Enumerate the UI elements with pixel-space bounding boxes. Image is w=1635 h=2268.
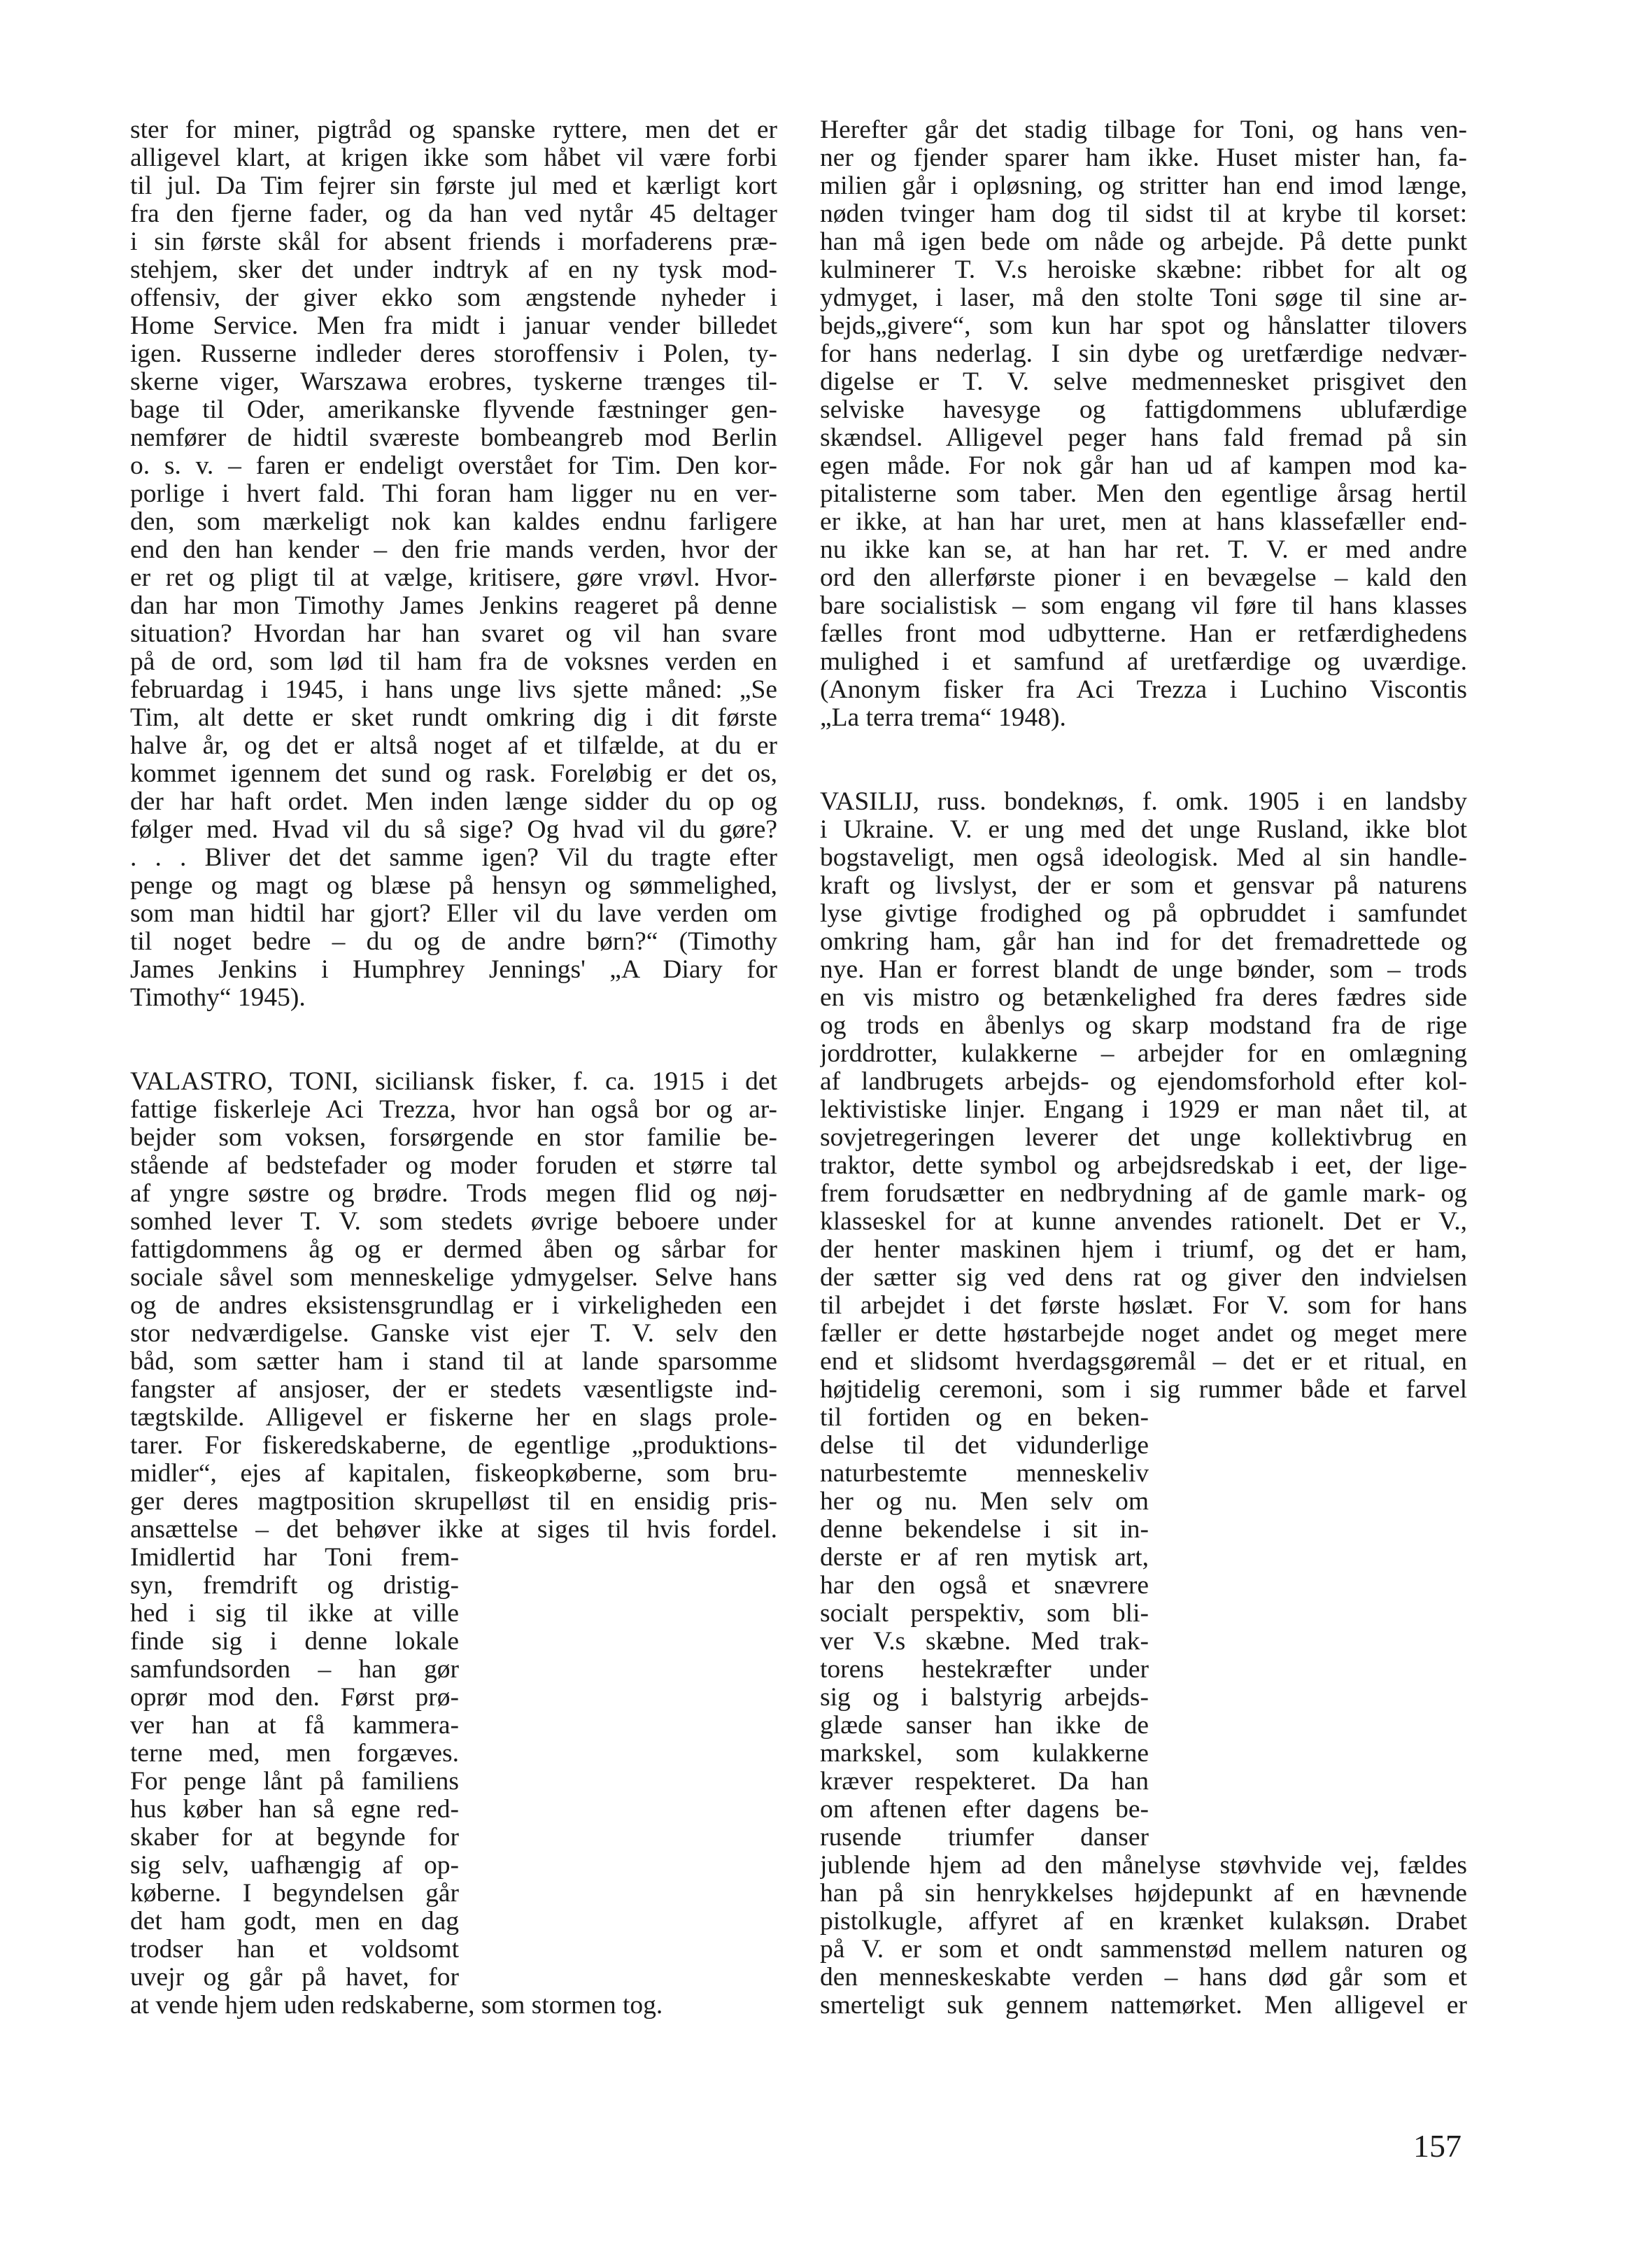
text-line: af landbrugets arbejds- og ejendomsforhold efter kol- (820, 1068, 1467, 1096)
text-line: jorddrotter, kulakkerne – arbejder for en omlægning (820, 1040, 1467, 1068)
text-line: en vis mistro og betænkelighed fra deres fædres side (820, 984, 1467, 1012)
text-line: somhed lever T. V. som stedets øvrige beboere under (130, 1208, 777, 1236)
text-line: end den han kender – den frie mands verden, hvor der (130, 536, 777, 564)
text-line: rusende triumfer danser (820, 1824, 1149, 1852)
text-line: fra den fjerne fader, og da han ved nytår 45 deltager (130, 200, 777, 228)
entry-valastro-narrow-block (130, 1544, 777, 1992)
text-line: Imidlertid har Toni frem- (130, 1544, 459, 1572)
left-column (130, 116, 777, 2020)
text-line: fattigdommens åg og er dermed åben og sårbar for (130, 1236, 777, 1264)
text-line: fæller er dette høstarbejde noget andet og meget mere (820, 1320, 1467, 1348)
entry-timothy-continuation (130, 116, 777, 1012)
text-line: der sætter sig ved dens rat og giver den indvielsen (820, 1264, 1467, 1292)
text-line: bejder som voksen, forsørgende en stor familie be- (130, 1124, 777, 1152)
text-line: stehjem, sker det under indtryk af en ny tysk mod- (130, 256, 777, 284)
text-line: pistolkugle, affyret af en krænket kulaksøn. Drabet (820, 1908, 1467, 1936)
text-line: at vende hjem uden redskaberne, som stormen tog. (130, 1992, 663, 2020)
text-line: skændsel. Alligevel peger hans fald fremad på sin (820, 424, 1467, 452)
text-line: egen måde. For nok går han ud af kampen mod ka- (820, 452, 1467, 480)
text-line: bejds„givere“, som kun har spot og hånslatter tilovers (820, 312, 1467, 340)
text-line: af yngre søstre og brødre. Trods megen flid og nøj- (130, 1180, 777, 1208)
text-line: tarer. For fiskeredskaberne, de egentlige „produktions- (130, 1432, 777, 1460)
text-line: hed i sig til ikke at ville (130, 1600, 459, 1628)
text-line: er ikke, at han har uret, men at hans klassefæller end- (820, 508, 1467, 536)
text-line: ner og fjender sparer ham ikke. Huset mister han, fa- (820, 144, 1467, 172)
text-line: midler“, ejes af kapitalen, fiskeopkøberne, som bru- (130, 1460, 777, 1488)
text-line: nye. Han er forrest blandt de unge bønder, som – trods (820, 956, 1467, 984)
text-line: VASILIJ, russ. bondeknøs, f. omk. 1905 i en landsby (820, 788, 1467, 816)
text-line: finde sig i denne lokale (130, 1628, 459, 1656)
text-line: hus køber han så egne red- (130, 1796, 459, 1824)
text-line: offensiv, der giver ekko som ængstende nyheder i (130, 284, 777, 312)
text-line: ansættelse – det behøver ikke at siges til hvis fordel. (130, 1516, 777, 1544)
text-line: mulighed i et samfund af uretfærdige og uværdige. (820, 648, 1467, 676)
text-line: på de ord, som lød til ham fra de voksnes verden en (130, 648, 777, 676)
text-line: o. s. v. – faren er endeligt overstået for Tim. Den kor- (130, 452, 777, 480)
text-line: sovjetregeringen leverer det unge kollektivbrug en (820, 1124, 1467, 1152)
text-line: denne bekendelse i sit in- (820, 1516, 1149, 1544)
text-line: digelse er T. V. selve medmennesket prisgivet den (820, 368, 1467, 396)
text-line: halve år, og det er altså noget af et tilfælde, at du er (130, 732, 777, 760)
text-line: fælles front mod udbytterne. Han er retfærdighedens (820, 620, 1467, 648)
entry-vasilij-narrow-block (820, 1404, 1467, 1852)
text-line: til arbejdet i det første høslæt. For V. som for hans (820, 1292, 1467, 1320)
text-line: ord den allerførste pioner i en bevægelse – kald den (820, 564, 1467, 592)
text-line: Timothy“ 1945). (130, 984, 306, 1012)
text-line: ver han at få kammera- (130, 1712, 459, 1740)
text-line: situation? Hvordan har han svaret og vil han svare (130, 620, 777, 648)
text-line: oprør mod den. Først prø- (130, 1684, 459, 1712)
text-line: det ham godt, men en dag (130, 1908, 459, 1936)
text-line: milien går i opløsning, og stritter han end imod længe, (820, 172, 1467, 200)
text-line: . . . Bliver det det samme igen? Vil du tragte efter (130, 844, 777, 872)
text-line: VALASTRO, TONI, siciliansk fisker, f. ca. 1915 i det (130, 1068, 777, 1096)
text-line: porlige i hvert fald. Thi foran ham ligger nu en ver- (130, 480, 777, 508)
text-line: han på sin henrykkelses højdepunkt af en hævnende (820, 1880, 1467, 1908)
text-line: nu ikke kan se, at han har ret. T. V. er med andre (820, 536, 1467, 564)
text-line: kræver respekteret. Da han (820, 1768, 1149, 1796)
text-line: nøden tvinger ham dog til sidst til at krybe til korset: (820, 200, 1467, 228)
text-line: frem forudsætter en nedbrydning af de gamle mark- og (820, 1180, 1467, 1208)
text-line: og de andres eksistensgrundlag er i virkeligheden een (130, 1292, 777, 1320)
text-line: til fortiden og en beken- (820, 1404, 1149, 1432)
text-line: sig og i balstyrig arbejds- (820, 1684, 1149, 1712)
text-line: den menneskeskabte verden – hans død går som et (820, 1964, 1467, 1992)
text-line: køberne. I begyndelsen går (130, 1880, 459, 1908)
text-line: ver V.s skæbne. Med trak- (820, 1628, 1149, 1656)
text-line: glæde sanser han ikke de (820, 1712, 1149, 1740)
text-line: samfundsorden – han gør (130, 1656, 459, 1684)
text-line: naturbestemte menneskeliv (820, 1460, 1149, 1488)
text-line: og trods en åbenlys og skarp modstand fra de rige (820, 1012, 1467, 1040)
text-line: derste er af ren mytisk art, (820, 1544, 1149, 1572)
text-line: stående af bedstefader og moder foruden et større tal (130, 1152, 777, 1180)
text-line: der henter maskinen hjem i triumf, og det er ham, (820, 1236, 1467, 1264)
text-line: på V. er som et ondt sammenstød mellem naturen og (820, 1936, 1467, 1964)
text-line: syn, fremdrift og dristig- (130, 1572, 459, 1600)
text-line: bare socialistisk – som engang vil føre til hans klasses (820, 592, 1467, 620)
text-line: uvejr og går på havet, for (130, 1964, 459, 1992)
text-line: kraft og livslyst, der er som et gensvar på naturens (820, 872, 1467, 900)
text-line: Herefter går det stadig tilbage for Toni, og hans ven- (820, 116, 1467, 144)
text-line: her og nu. Men selv om (820, 1488, 1149, 1516)
text-line: båd, som sætter ham i stand til at lande sparsomme (130, 1348, 777, 1376)
text-line: nemfører de hidtil sværeste bombeangreb mod Berlin (130, 424, 777, 452)
text-line: fattige fiskerleje Aci Trezza, hvor han også bor og ar- (130, 1096, 777, 1124)
text-line: i Ukraine. V. er ung med det unge Rusland, ikke blot (820, 816, 1467, 844)
text-line: skerne viger, Warszawa erobres, tyskerne trænges til- (130, 368, 777, 396)
text-line: „La terra trema“ 1948). (820, 704, 1066, 732)
text-line: klasseskel for at kunne anvendes rationelt. Det er V., (820, 1208, 1467, 1236)
text-line: om aftenen efter dagens be- (820, 1796, 1149, 1824)
text-line: for hans nederlag. I sin dybe og uretfærdige nedvær- (820, 340, 1467, 368)
page-number: 157 (1413, 2128, 1461, 2164)
text-line: omkring ham, går han ind for det fremadrettede og (820, 928, 1467, 956)
text-line: (Anonym fisker fra Aci Trezza i Luchino Viscontis (820, 676, 1467, 704)
text-line: bage til Oder, amerikanske flyvende fæstninger gen- (130, 396, 777, 424)
text-line: sociale såvel som menneskelige ydmygelser. Selve hans (130, 1264, 777, 1292)
text-line: penge og magt og blæse på hensyn og sømmelighed, (130, 872, 777, 900)
text-line: følger med. Hvad vil du så sige? Og hvad vil du gøre? (130, 816, 777, 844)
text-line: den, som mærkeligt nok kan kaldes endnu farligere (130, 508, 777, 536)
text-line: fangster af ansjoser, der er stedets væsentligste ind- (130, 1376, 777, 1404)
text-line: selviske havesyge og fattigdommens ublufærdige (820, 396, 1467, 424)
text-line: ger deres magtposition skrupelløst til en ensidig pris- (130, 1488, 777, 1516)
text-line: tægtskilde. Alligevel er fiskerne her en slags prole- (130, 1404, 777, 1432)
text-line: ydmyget, i laser, må den stolte Toni søge til sine ar- (820, 284, 1467, 312)
text-line: februardag i 1945, i hans unge livs sjette måned: „Se (130, 676, 777, 704)
text-line: kommet igennem det sund og rask. Foreløbig er det os, (130, 760, 777, 788)
text-line: til jul. Da Tim fejrer sin første jul med et kærligt kort (130, 172, 777, 200)
text-line: traktor, dette symbol og arbejdsredskab i eet, der lige- (820, 1152, 1467, 1180)
text-line: der har haft ordet. Men inden længe sidder du op og (130, 788, 777, 816)
entry-valastro-toni (130, 1068, 777, 1544)
text-line: James Jenkins i Humphrey Jennings' „A Diary for (130, 956, 777, 984)
text-line: trodser han et voldsomt (130, 1936, 459, 1964)
text-line: højtidelig ceremoni, som i sig rummer både et farvel (820, 1376, 1467, 1404)
text-line: har den også et snævrere (820, 1572, 1149, 1600)
text-line: som man hidtil har gjort? Eller vil du lave verden om (130, 900, 777, 928)
text-line: dan har mon Timothy James Jenkins reageret på denne (130, 592, 777, 620)
text-line: terne med, men forgæves. (130, 1740, 459, 1768)
text-line: smerteligt suk gennem nattemørket. Men alligevel er (820, 1992, 1467, 2020)
text-line: stor nedværdigelse. Ganske vist ejer T. V. selv den (130, 1320, 777, 1348)
text-line: Home Service. Men fra midt i januar vender billedet (130, 312, 777, 340)
text-line: alligevel klart, at krigen ikke som håbet vil være forbi (130, 144, 777, 172)
text-line: er ret og pligt til at vælge, kritisere, gøre vrøvl. Hvor- (130, 564, 777, 592)
text-line: jublende hjem ad den månelyse støvhvide vej, fældes (820, 1852, 1467, 1880)
text-line: lyse givtige frodighed og på opbruddet i samfundet (820, 900, 1467, 928)
entry-valastro-continuation (820, 116, 1467, 732)
text-line: markskel, som kulakkerne (820, 1740, 1149, 1768)
text-line: til noget bedre – du og de andre børn?“ (Timothy (130, 928, 777, 956)
text-line: Tim, alt dette er sket rundt omkring dig i dit første (130, 704, 777, 732)
text-line: skaber for at begynde for (130, 1824, 459, 1852)
text-line: For penge lånt på familiens (130, 1768, 459, 1796)
text-line: torens hestekræfter under (820, 1656, 1149, 1684)
text-line: ster for miner, pigtråd og spanske ryttere, men det er (130, 116, 777, 144)
text-line: socialt perspektiv, som bli- (820, 1600, 1149, 1628)
text-line: end et slidsomt hverdagsgøremål – det er et ritual, en (820, 1348, 1467, 1376)
text-line: sig selv, uafhængig af op- (130, 1852, 459, 1880)
text-line: pitalisterne som taber. Men den egentlige årsag hertil (820, 480, 1467, 508)
entry-vasilij (820, 788, 1467, 1404)
entry-vasilij-after-block (820, 1852, 1467, 2020)
right-column (820, 116, 1467, 2020)
text-line: lektivistiske linjer. Engang i 1929 er man nået til, at (820, 1096, 1467, 1124)
text-line: kulminerer T. V.s heroiske skæbne: ribbet for alt og (820, 256, 1467, 284)
text-line: igen. Russerne indleder deres storoffensiv i Polen, ty- (130, 340, 777, 368)
text-line: delse til det vidunderlige (820, 1432, 1149, 1460)
text-line: han må igen bede om nåde og arbejde. På dette punkt (820, 228, 1467, 256)
text-line: i sin første skål for absent friends i morfaderens præ- (130, 228, 777, 256)
text-line: bogstaveligt, men også ideologisk. Med al sin handle- (820, 844, 1467, 872)
